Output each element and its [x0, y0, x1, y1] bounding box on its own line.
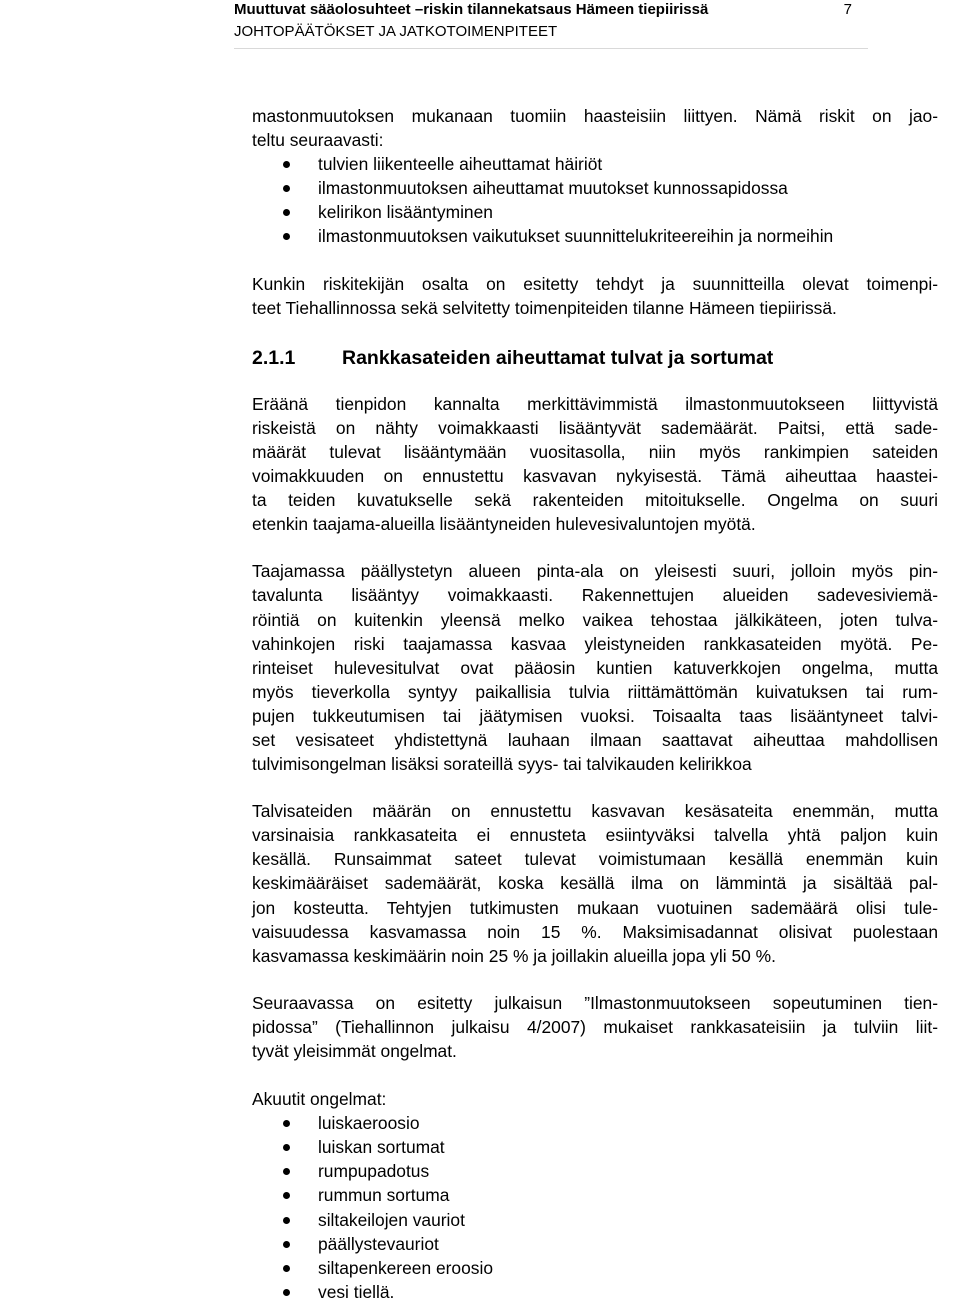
- paragraph-1: [252, 392, 938, 537]
- paragraph-line: kasvamassa keskimäärin noin 25 % ja joillakin alueilla jopa yli 50 %.: [252, 945, 776, 966]
- paragraph-line: set vesisateet yhdistettynä lauhaan ilmaan saattavat aiheuttaa mahdollisen: [252, 729, 938, 750]
- risk-list: [252, 152, 938, 248]
- list-item-text: rummun sortuma: [318, 1185, 450, 1206]
- intro-line: mastonmuutoksen mukanaan tuomiin haasteisiin liittyen. Nämä riskit on jao-: [252, 106, 938, 126]
- list-item: [252, 1135, 938, 1159]
- list-item: [252, 1256, 938, 1280]
- list-item: [252, 1208, 938, 1232]
- paragraph-3: [252, 799, 938, 968]
- paragraph-line: vaisuudessa kasvamassa noin 15 %. Maksimisadannat olisivat puolestaan: [252, 921, 938, 942]
- intro-paragraph: [252, 104, 938, 152]
- bullet-icon: [283, 1217, 290, 1224]
- list-item: [252, 176, 938, 200]
- acute-heading: Akuutit ongelmat:: [252, 1089, 387, 1110]
- paragraph-line: kesällä. Runsaimmat sateet tulevat voimistumaan kesällä enemmän kuin: [252, 849, 938, 870]
- list-item-text: luiskaeroosio: [318, 1113, 420, 1134]
- list-item: [252, 200, 938, 224]
- list-item-text: päällystevauriot: [318, 1233, 439, 1254]
- paragraph-line: Taajamassa päällystetyn alueen pinta-ala on yleisesti suuri, jolloin myös pin-: [252, 561, 938, 582]
- paragraph-line: Eräänä tienpidon kannalta merkittävimmistä ilmastonmuutokseen liittyvistä: [252, 393, 938, 414]
- list-item-text: ilmastonmuutoksen vaikutukset suunnittelukriteereihin ja normeihin: [318, 226, 834, 247]
- paragraph-line: ta teiden kuvatukselle sekä rakenteiden mitoitukselle. Ongelma on suuri: [252, 490, 938, 511]
- bullet-icon: [283, 1192, 290, 1199]
- list-item-text: siltakeilojen vauriot: [318, 1209, 465, 1230]
- intro-line: teltu seuraavasti:: [252, 130, 384, 151]
- list-item: [252, 152, 938, 176]
- paragraph-line: tulvimisongelman lisäksi sorateillä syys- tai talvikauden kelirikkoa: [252, 754, 752, 775]
- paragraph-line: Talvisateiden määrän on ennustettu kasvavan kesäsateita enemmän, mutta: [252, 801, 938, 822]
- paragraph-line: tavalunta lisääntyy voimakkaasti. Rakennettujen alueiden sadevesiviemä-: [252, 585, 938, 606]
- header-divider: [234, 48, 868, 49]
- paragraph-line: etenkin taajama-alueilla lisääntyneiden hulevesivaluntojen myötä.: [252, 514, 756, 535]
- paragraph-4: [252, 991, 938, 1063]
- bullet-icon: [283, 233, 290, 240]
- section-title: Rankkasateiden aiheuttamat tulvat ja sortumat: [342, 346, 774, 369]
- header-title: Muuttuvat sääolosuhteet –riskin tilannekatsaus Hämeen tiepiirissä: [234, 1, 709, 18]
- section-heading: [252, 346, 938, 370]
- paragraph-line: röintiä on kuitenkin yleensä melko vaikea tehostaa jälkikäteen, joten tulva-: [252, 609, 938, 630]
- list-item-text: ilmastonmuutoksen aiheuttamat muutokset kunnossapidossa: [318, 178, 788, 199]
- list-item: [252, 1183, 938, 1207]
- paragraph-line: varsinaisia rankkasateita ei ennusteta esiintyväksi talvella yhtä paljon kuin: [252, 825, 938, 846]
- paragraph-line: Seuraavassa on esitetty julkaisun ”Ilmastonmuutokseen sopeutuminen tien-: [252, 992, 938, 1013]
- list-item-text: siltapenkereen eroosio: [318, 1257, 493, 1278]
- list-item: [252, 1159, 938, 1183]
- list-item: [252, 224, 938, 248]
- paragraph-line: määrät tulevat lisääntymään vuositasolla, niin myös rankimpien sateiden: [252, 441, 938, 462]
- bullet-icon: [283, 1289, 290, 1296]
- paragraph-line: pujen tukkeutumisen tai jäätymisen vuoksi. Toisaalta taas lisääntyneet talvi-: [252, 705, 938, 726]
- paragraph-line: voimakkuuden on ennustettu kasvavan nykyisestä. Tämä aiheuttaa haastei-: [252, 466, 938, 487]
- measures-paragraph: [252, 272, 938, 320]
- section-number: 2.1.1: [252, 346, 296, 369]
- bullet-icon: [283, 1168, 290, 1175]
- page-number: 7: [843, 1, 852, 18]
- paragraph-line: keskimääräiset sademäärät, koska kesällä ilma on lämmintä ja sisältää pal-: [252, 873, 938, 894]
- list-item-text: kelirikon lisääntyminen: [318, 202, 493, 223]
- bullet-icon: [283, 1265, 290, 1272]
- paragraph-line: pidossa” (Tiehallinnon julkaisu 4/2007) mukaiset rankkasateisiin ja tulviin liit-: [252, 1016, 938, 1037]
- document-body: [252, 104, 938, 1304]
- bullet-icon: [283, 161, 290, 168]
- bullet-icon: [283, 185, 290, 192]
- paragraph-line: vahinkojen riski taajamassa kasvaa yleistyneiden rankkasateiden myötä. Pe-: [252, 633, 938, 654]
- bullet-icon: [283, 209, 290, 216]
- paragraph-line: teet Tiehallinnossa sekä selvitetty toimenpiteiden tilanne Hämeen tiepiirissä.: [252, 297, 837, 318]
- acute-problems-list: [252, 1111, 938, 1304]
- paragraph-line: Kunkin riskitekijän osalta on esitetty tehdyt ja suunnitteilla olevat toimenpi-: [252, 273, 938, 294]
- list-item-text: tulvien liikenteelle aiheuttamat häiriöt: [318, 154, 603, 175]
- paragraph-2: [252, 559, 938, 776]
- list-item: [252, 1111, 938, 1135]
- page-header: [234, 0, 864, 50]
- bullet-icon: [283, 1241, 290, 1248]
- bullet-icon: [283, 1120, 290, 1127]
- paragraph-line: jon kosteutta. Tehtyjen tutkimusten mukaan vuotuinen sademäärä olisi tule-: [252, 897, 938, 918]
- paragraph-line: rinteiset hulevesitulvat ovat pääosin kuntien katuverkkojen ongelma, mutta: [252, 657, 938, 678]
- list-item-text: luiskan sortumat: [318, 1137, 445, 1158]
- list-item: [252, 1232, 938, 1256]
- header-subtitle: JOHTOPÄÄTÖKSET JA JATKOTOIMENPITEET: [234, 23, 558, 40]
- list-item-text: vesi tiellä.: [318, 1281, 395, 1302]
- paragraph-line: tyvät yleisimmät ongelmat.: [252, 1041, 457, 1061]
- paragraph-line: riskeistä on nähty voimakkaasti lisääntyvät sademäärät. Paitsi, että sade-: [252, 417, 938, 438]
- list-item-text: rumpupadotus: [318, 1161, 430, 1182]
- bullet-icon: [283, 1144, 290, 1151]
- paragraph-line: myös tieverkolla syntyy paikallisia tulvia riittämättömän kuivatuksen tai rum-: [252, 681, 938, 702]
- list-item: [252, 1280, 938, 1304]
